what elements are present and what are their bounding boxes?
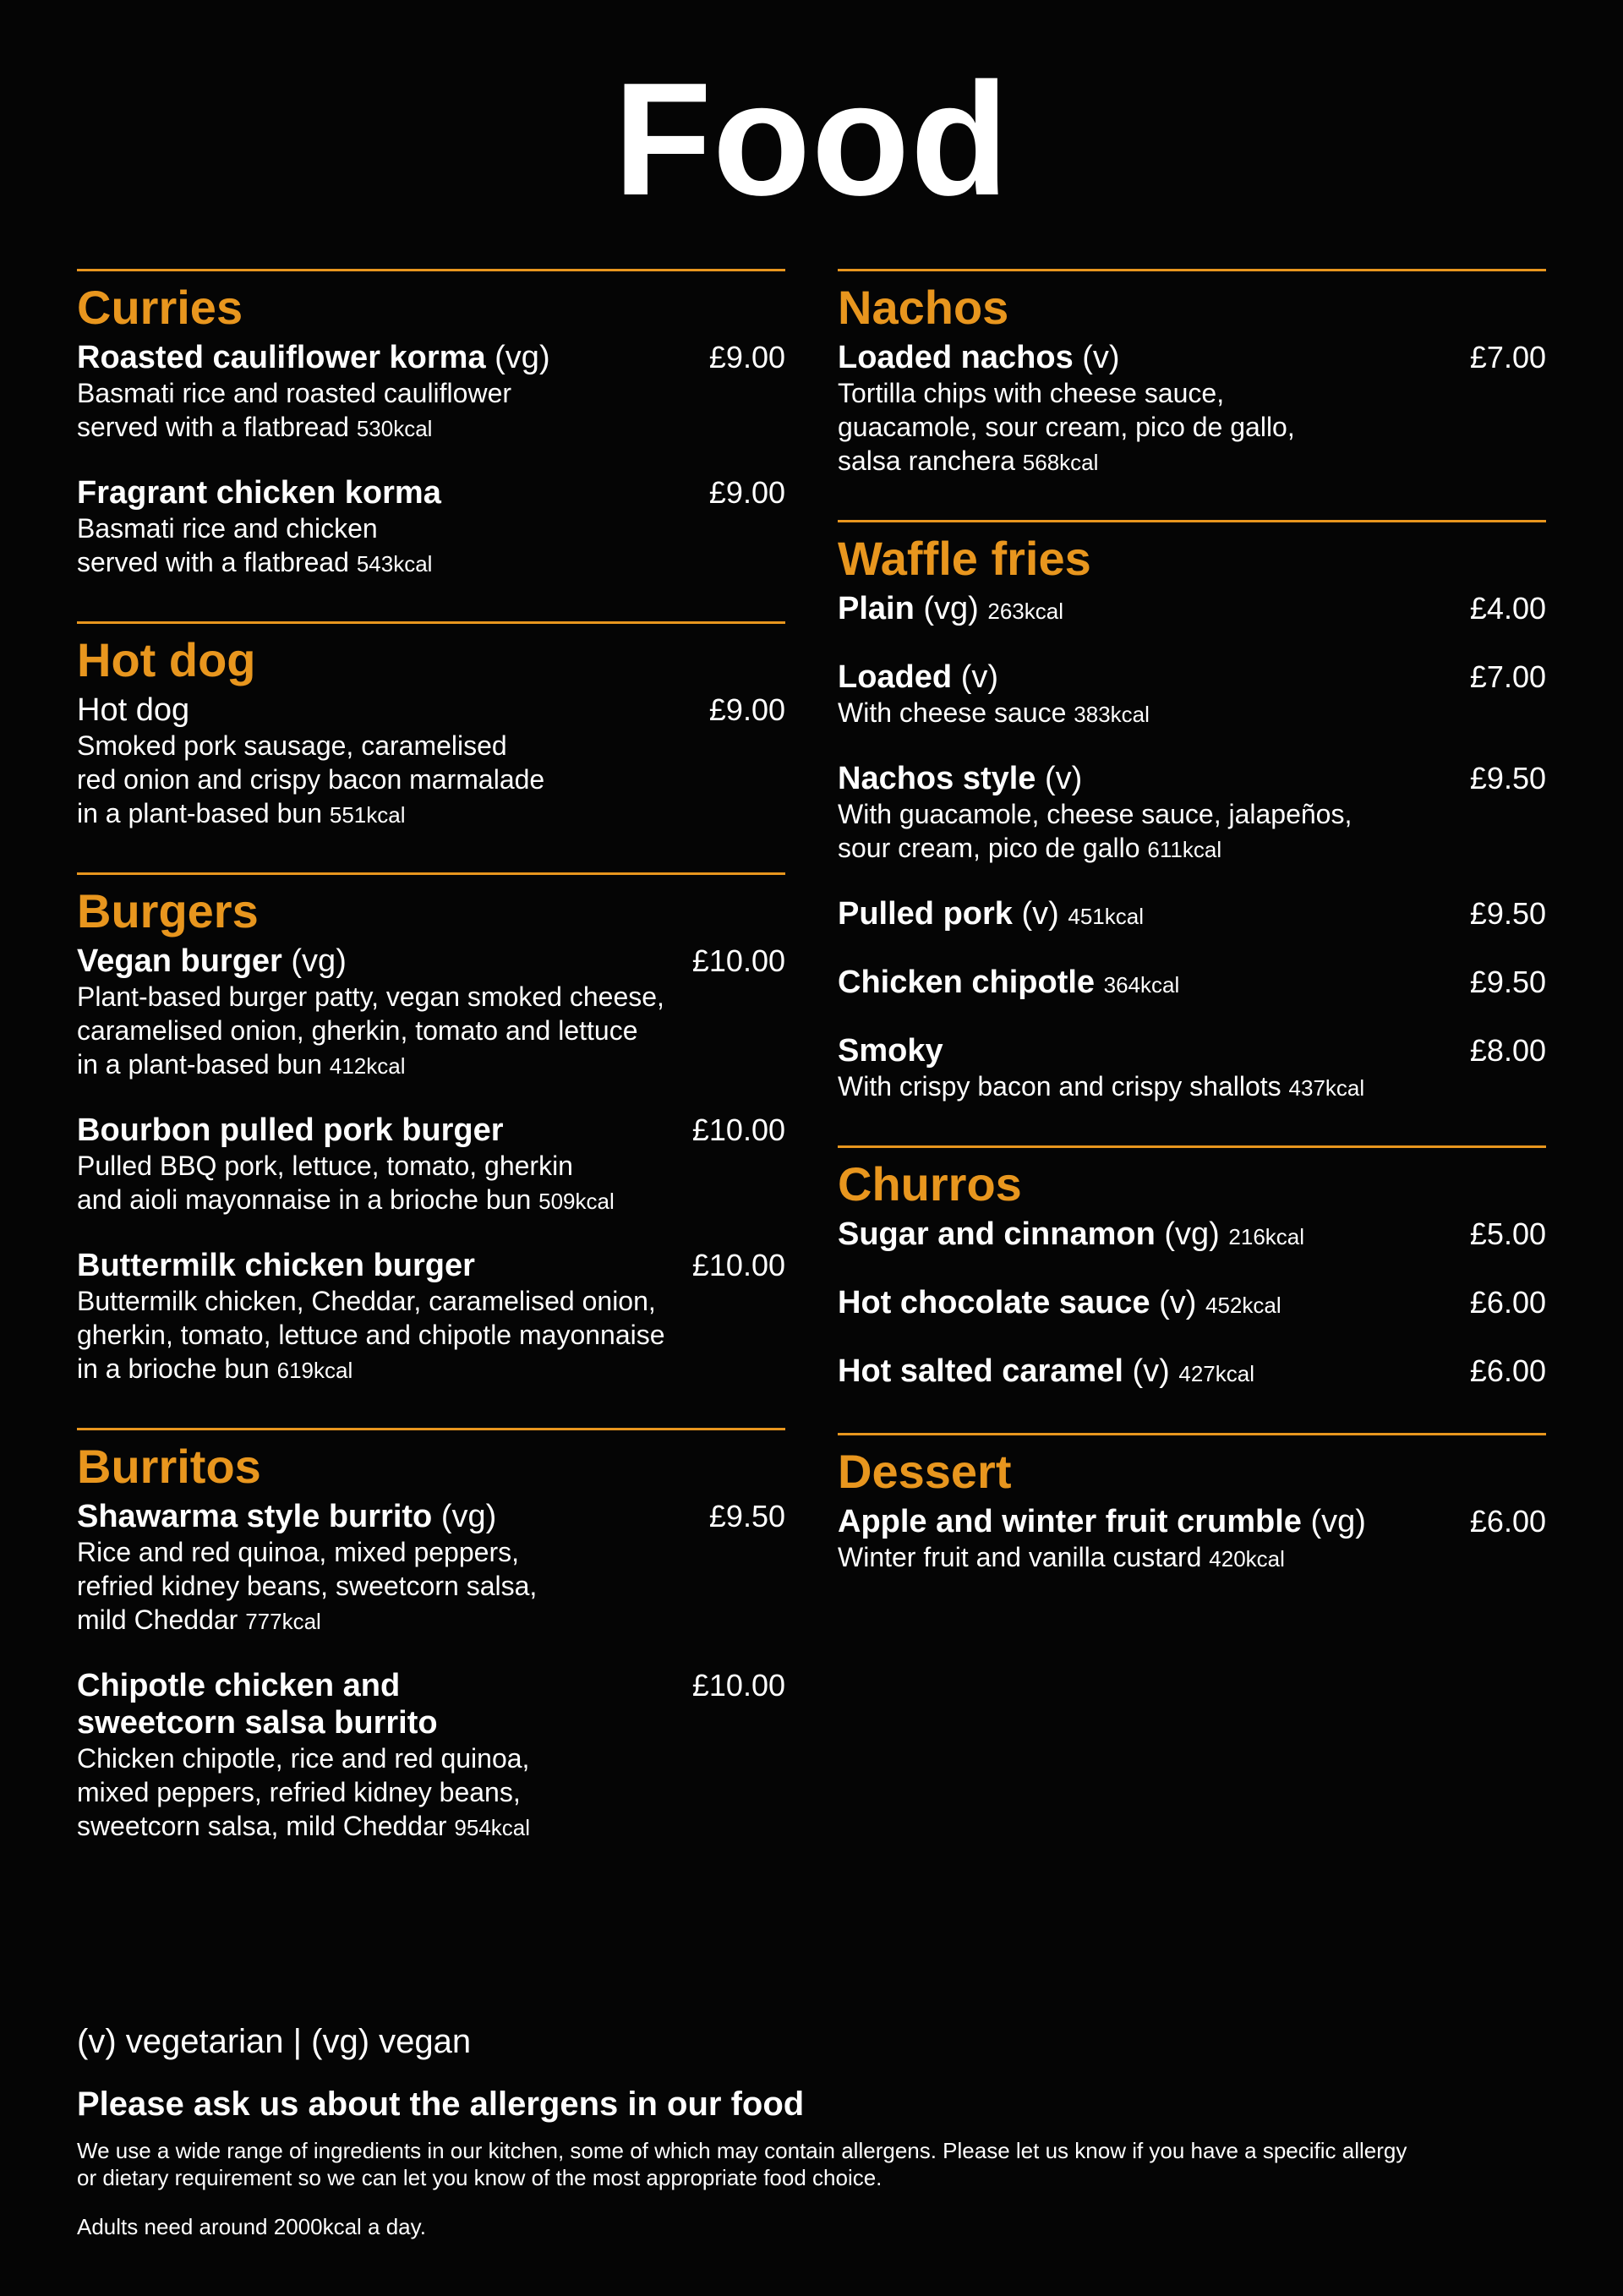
description-text: guacamole, sour cream, pico de gallo,: [838, 412, 1295, 442]
description-text: Smoked pork sausage, caramelised: [77, 730, 507, 761]
item-description: [77, 980, 686, 1083]
description-text: Pulled BBQ pork, lettuce, tomato, gherkin: [77, 1151, 573, 1181]
diet-tag: (v): [1159, 1285, 1197, 1320]
description-line: [838, 376, 1446, 410]
item-kcal: 543kcal: [356, 551, 433, 577]
menu-item: [77, 943, 785, 1083]
description-line: [838, 831, 1446, 866]
item-heading: [77, 1667, 785, 1741]
item-name: Loaded nachos: [838, 340, 1074, 375]
description-line: [77, 1775, 686, 1809]
item-price: £9.50: [1469, 965, 1546, 999]
item-heading: [77, 474, 785, 511]
allergen-heading: Please ask us about the allergens in our food: [77, 2086, 805, 2123]
section-title: Churros: [838, 1157, 1022, 1211]
item-price: £9.50: [1469, 761, 1546, 795]
menu-section-dessert: [838, 1433, 1546, 1576]
item-heading: [838, 1032, 1546, 1069]
diet-tag: (vg): [440, 1499, 497, 1534]
item-kcal: 427kcal: [1178, 1361, 1254, 1386]
item-price: £5.00: [1469, 1216, 1546, 1251]
section-title: Nachos: [838, 281, 1009, 334]
menu-section-churros: [838, 1145, 1546, 1392]
item-kcal: 216kcal: [1228, 1224, 1305, 1249]
description-text: salsa ranchera: [838, 446, 1015, 476]
description-text: Rice and red quinoa, mixed peppers,: [77, 1537, 519, 1567]
menu-item: [77, 1667, 785, 1845]
menu-section-curries: [77, 269, 785, 581]
item-description: [77, 1284, 686, 1387]
item-price: £6.00: [1469, 1353, 1546, 1388]
item-description: [77, 1149, 686, 1218]
item-price: £6.00: [1469, 1504, 1546, 1539]
allergen-line: We use a wide range of ingredients in our kitchen, some of which may contain allergens. Please let us know if you have a specific allergy: [77, 2138, 1407, 2163]
description-text: Plant-based burger patty, vegan smoked cheese,: [77, 981, 664, 1012]
item-name: Hot salted caramel: [838, 1353, 1123, 1389]
item-heading: [838, 964, 1546, 1003]
description-line: [838, 1069, 1446, 1105]
item-kcal: 452kcal: [1205, 1293, 1281, 1318]
menu-item: [838, 1284, 1546, 1324]
item-name: Pulled pork: [838, 896, 1013, 932]
item-name: Bourbon pulled pork burger: [77, 1112, 504, 1148]
section-title: Hot dog: [77, 633, 256, 686]
item-kcal: 611kcal: [1147, 837, 1222, 862]
item-heading: [77, 1498, 785, 1535]
item-kcal: 451kcal: [1068, 904, 1144, 929]
description-text: in a plant-based bun: [77, 1049, 322, 1080]
item-name: Hot chocolate sauce: [838, 1285, 1150, 1320]
description-line: [77, 763, 686, 796]
item-price: £9.50: [1469, 896, 1546, 931]
menu-section-burgers: [77, 872, 785, 1387]
description-text: Chicken chipotle, rice and red quinoa,: [77, 1743, 530, 1774]
item-kcal: 568kcal: [1022, 450, 1099, 475]
item-description: [838, 696, 1446, 731]
footer: [77, 2020, 1514, 2240]
menu-item: [77, 339, 785, 446]
description-line: [77, 1183, 686, 1218]
item-kcal: 420kcal: [1209, 1546, 1285, 1572]
section-title: Burritos: [77, 1440, 261, 1493]
description-line: [77, 1535, 686, 1569]
description-text: Tortilla chips with cheese sauce,: [838, 378, 1225, 408]
diet-tag: (vg): [291, 943, 347, 979]
menu-section-hot-dog: [77, 621, 785, 832]
item-heading: [838, 339, 1546, 376]
item-price: £6.00: [1469, 1285, 1546, 1320]
item-heading: [838, 1284, 1546, 1324]
description-text: With cheese sauce: [838, 697, 1067, 728]
description-line: [77, 1741, 686, 1775]
description-text: Basmati rice and chicken: [77, 513, 378, 544]
description-text: Winter fruit and vanilla custard: [838, 1542, 1202, 1572]
item-price: £7.00: [1469, 659, 1546, 694]
menu-section-nachos: [838, 269, 1546, 479]
item-name: Buttermilk chicken burger: [77, 1248, 475, 1283]
item-description: [77, 729, 686, 832]
item-heading: [77, 943, 785, 980]
menu-item: [77, 1247, 785, 1387]
menu-item: [838, 1503, 1546, 1576]
item-kcal: 530kcal: [356, 416, 433, 441]
description-text: refried kidney beans, sweetcorn salsa,: [77, 1571, 538, 1601]
item-description: [838, 1069, 1446, 1105]
description-line: [838, 410, 1446, 444]
item-kcal: 437kcal: [1288, 1075, 1365, 1101]
description-text: Basmati rice and roasted cauliflower: [77, 378, 512, 408]
item-name: Sugar and cinnamon: [838, 1216, 1156, 1252]
description-line: [77, 1047, 686, 1083]
menu-item: [838, 339, 1546, 479]
description-line: [77, 1352, 686, 1387]
item-heading: [838, 1503, 1546, 1540]
item-price: £4.00: [1469, 591, 1546, 626]
description-line: [77, 410, 686, 446]
item-name: Shawarma style burrito: [77, 1499, 433, 1534]
diet-tag: (v): [1082, 340, 1120, 375]
description-text: Buttermilk chicken, Cheddar, caramelised onion,: [77, 1286, 656, 1316]
description-text: in a plant-based bun: [77, 798, 322, 828]
diet-tag: (v): [1132, 1353, 1170, 1389]
item-name: Apple and winter fruit crumble: [838, 1504, 1302, 1539]
description-text: caramelised onion, gherkin, tomato and lettuce: [77, 1015, 638, 1046]
menu-item: [77, 1112, 785, 1218]
diet-tag: (v): [960, 659, 998, 695]
section-title: Waffle fries: [838, 532, 1091, 585]
item-description: [838, 1540, 1446, 1576]
item-kcal: 509kcal: [538, 1189, 615, 1214]
item-heading: [838, 659, 1546, 696]
page-title: Food: [613, 50, 1010, 229]
description-line: [77, 545, 686, 581]
item-kcal: 954kcal: [454, 1815, 531, 1840]
description-text: served with a flatbread: [77, 412, 349, 442]
item-kcal: 364kcal: [1103, 972, 1180, 998]
item-description: [77, 1535, 686, 1638]
item-description: [77, 1741, 686, 1845]
menu-item: [838, 760, 1546, 866]
diet-tag: (v): [1045, 761, 1083, 796]
description-line: [77, 1318, 686, 1352]
description-line: [77, 376, 686, 410]
menu-section-burritos: [77, 1428, 785, 1845]
diet-tag: (v): [1021, 896, 1059, 932]
section-title: Dessert: [838, 1445, 1012, 1498]
menu-item: [838, 1032, 1546, 1105]
item-name: Plain: [838, 591, 915, 626]
item-name: Loaded: [838, 659, 953, 695]
menu-section-waffle-fries: [838, 520, 1546, 1105]
menu-item: [838, 895, 1546, 935]
diet-legend: (v) vegetarian | (vg) vegan: [77, 2023, 472, 2060]
item-heading: [838, 1353, 1546, 1392]
item-heading: [77, 339, 785, 376]
description-text: mild Cheddar: [77, 1604, 238, 1635]
description-text: mixed peppers, refried kidney beans,: [77, 1777, 521, 1807]
diet-tag: (vg): [923, 591, 979, 626]
item-description: [838, 376, 1446, 479]
description-line: [838, 797, 1446, 831]
description-text: in a brioche bun: [77, 1353, 270, 1384]
item-heading: [838, 760, 1546, 797]
description-text: With crispy bacon and crispy shallots: [838, 1071, 1281, 1102]
description-line: [77, 1149, 686, 1183]
menu-item: [77, 474, 785, 581]
diet-tag: (vg): [1310, 1504, 1366, 1539]
description-text: With guacamole, cheese sauce, jalapeños,: [838, 799, 1352, 829]
item-kcal: 263kcal: [987, 599, 1064, 624]
item-heading: [77, 1247, 785, 1284]
description-line: [77, 1809, 686, 1845]
section-title: Burgers: [77, 884, 259, 938]
description-line: [77, 980, 686, 1014]
item-name: Fragrant chicken korma: [77, 475, 441, 511]
item-price: £10.00: [691, 1112, 785, 1147]
item-name: Chipotle chicken and: [77, 1668, 401, 1703]
allergen-line: or dietary requirement so we can let you know of the most appropriate food choice.: [77, 2165, 883, 2190]
description-line: [77, 1014, 686, 1047]
item-heading: [77, 692, 785, 729]
description-line: [77, 1569, 686, 1603]
item-name: Hot dog: [77, 692, 190, 728]
item-heading: [77, 1112, 785, 1149]
item-name: Chicken chipotle: [838, 965, 1096, 1000]
menu-column-right: [838, 269, 1546, 1616]
kcal-advice: Adults need around 2000kcal a day.: [77, 2214, 426, 2239]
item-description: [77, 511, 686, 581]
item-heading: [838, 1216, 1546, 1255]
section-title: Curries: [77, 281, 243, 334]
description-text: sweetcorn salsa, mild Cheddar: [77, 1811, 447, 1841]
menu-column-left: [77, 269, 785, 1885]
description-line: [838, 1540, 1446, 1576]
description-line: [838, 444, 1446, 479]
menu-item: [838, 1353, 1546, 1392]
menu-item: [77, 692, 785, 832]
item-kcal: 383kcal: [1074, 702, 1150, 727]
menu-item: [77, 1498, 785, 1638]
item-description: [838, 797, 1446, 866]
description-line: [77, 1284, 686, 1318]
item-kcal: 412kcal: [329, 1053, 406, 1079]
item-price: £10.00: [691, 1668, 785, 1703]
item-heading: [838, 590, 1546, 630]
description-line: [77, 729, 686, 763]
item-price: £8.00: [1469, 1033, 1546, 1068]
item-heading: [838, 895, 1546, 935]
item-kcal: 551kcal: [329, 802, 406, 828]
item-name: sweetcorn salsa burrito: [77, 1705, 438, 1741]
description-text: sour cream, pico de gallo: [838, 833, 1140, 863]
description-line: [77, 796, 686, 832]
description-text: and aioli mayonnaise in a brioche bun: [77, 1184, 532, 1215]
item-kcal: 619kcal: [276, 1358, 353, 1383]
menu-item: [838, 659, 1546, 731]
diet-tag: (vg): [1164, 1216, 1220, 1252]
item-name: Smoky: [838, 1033, 943, 1069]
description-line: [77, 1603, 686, 1638]
description-text: served with a flatbread: [77, 547, 349, 577]
menu-item: [838, 964, 1546, 1003]
allergen-notice: [77, 2137, 1429, 2191]
item-price: £9.50: [708, 1499, 785, 1533]
description-line: [838, 696, 1446, 731]
item-name: Nachos style: [838, 761, 1036, 796]
diet-tag: (vg): [495, 340, 550, 375]
item-price: £7.00: [1469, 340, 1546, 374]
description-text: red onion and crispy bacon marmalade: [77, 764, 545, 795]
item-name: Vegan burger: [77, 943, 282, 979]
menu-item: [838, 1216, 1546, 1255]
item-price: £9.00: [708, 475, 785, 510]
item-name: Roasted cauliflower korma: [77, 340, 486, 375]
menu-item: [838, 590, 1546, 630]
description-text: gherkin, tomato, lettuce and chipotle mayonnaise: [77, 1320, 665, 1350]
item-price: £9.00: [708, 340, 785, 374]
description-line: [77, 511, 686, 545]
item-price: £10.00: [691, 943, 785, 978]
item-price: £9.00: [708, 692, 785, 727]
item-description: [77, 376, 686, 446]
item-kcal: 777kcal: [245, 1609, 321, 1634]
item-price: £10.00: [691, 1248, 785, 1282]
